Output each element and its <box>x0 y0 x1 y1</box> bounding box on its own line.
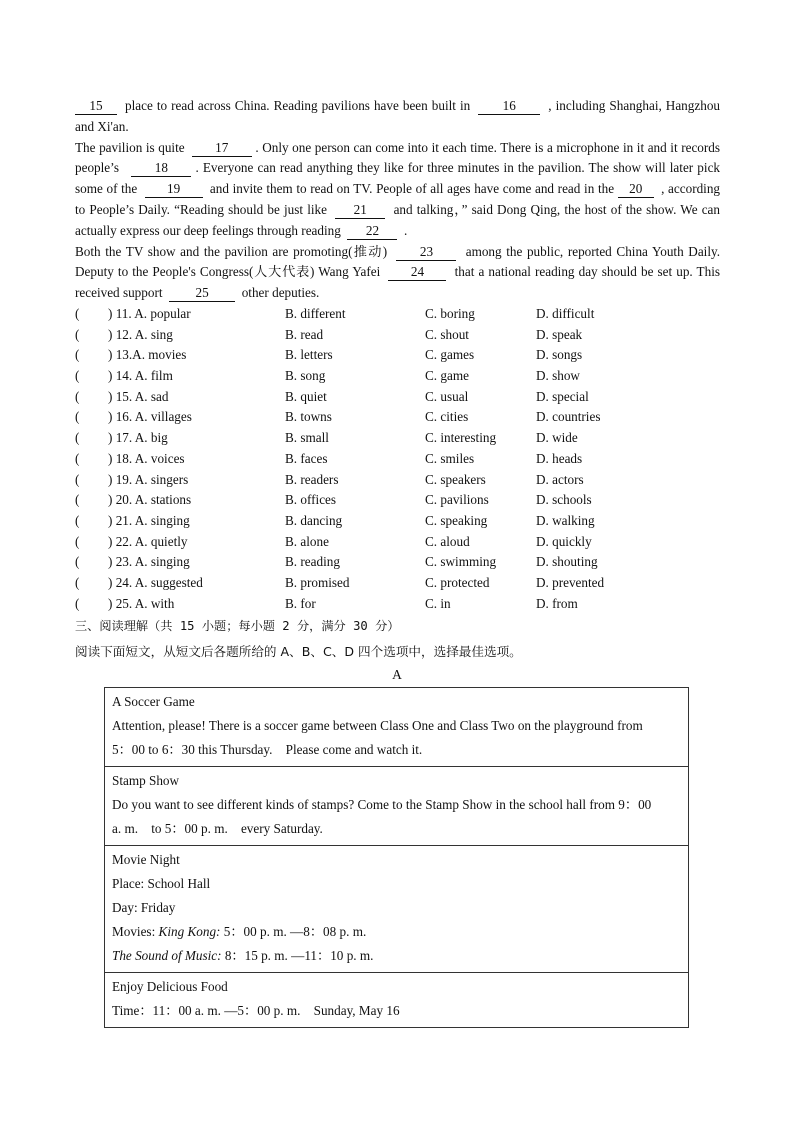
passage-text: among the public, reported China Youth Daily. Deputy to the People's Congress(人大代表) Wang Yafei <box>75 243 721 280</box>
option-row-22 <box>75 532 720 553</box>
blank-18: 18 <box>131 160 191 177</box>
option-row-20 <box>75 490 720 511</box>
option-c: C. in <box>425 595 451 611</box>
answer-bracket[interactable]: ( <box>75 595 80 611</box>
option-c: C. shout <box>425 326 469 342</box>
option-b: B. towns <box>285 409 332 425</box>
notice-title: Enjoy Delicious Food <box>112 979 228 994</box>
blank-25: 25 <box>169 285 235 302</box>
passage-text: other deputies. <box>241 285 320 301</box>
option-d: D. heads <box>536 450 583 466</box>
option-a: ) 25. A. with <box>108 595 175 611</box>
blank-16: 16 <box>478 98 540 115</box>
answer-bracket[interactable]: ( <box>75 533 80 549</box>
option-b: B. promised <box>285 574 350 590</box>
notice-stamp <box>105 767 689 846</box>
passage-paragraph-1 <box>75 96 720 138</box>
movie-time: 8：15 p. m. —11：10 p. m. <box>224 948 374 963</box>
option-row-16 <box>75 407 720 428</box>
notice-title: A Soccer Game <box>112 694 195 709</box>
movie-title: King Kong: <box>158 924 221 939</box>
option-a: ) 16. A. villages <box>108 409 192 425</box>
option-row-11 <box>75 304 720 325</box>
option-d: D. wide <box>536 430 578 446</box>
answer-bracket[interactable]: ( <box>75 306 80 321</box>
option-row-18 <box>75 449 720 470</box>
answer-bracket[interactable]: ( <box>75 574 80 590</box>
passage-text: Both the TV show and the pavilion are promoting(推动) <box>75 243 388 259</box>
blank-20: 20 <box>618 181 654 198</box>
option-d: D. countries <box>536 409 601 425</box>
notice-text: Attention, please! There is a soccer game between Class One and Class Two on the playground from <box>112 718 643 733</box>
option-d: D. schools <box>536 492 592 508</box>
answer-bracket[interactable]: ( <box>75 347 80 363</box>
option-a: ) 17. A. big <box>108 430 168 446</box>
section-3-heading: 三、阅读理解（共 15 小题；每小题 2 分，满分 30 分） <box>75 619 400 633</box>
option-d: D. speak <box>536 326 583 342</box>
notice-title: Stamp Show <box>112 773 180 788</box>
option-c: C. games <box>425 347 475 363</box>
option-b: B. dancing <box>285 512 343 528</box>
option-row-17 <box>75 428 720 449</box>
notice-food <box>105 973 689 1028</box>
option-a: ) 23. A. singing <box>108 554 190 570</box>
passage-text: . <box>404 222 408 238</box>
option-d: D. prevented <box>536 574 605 590</box>
option-a: ) 24. A. suggested <box>108 574 203 590</box>
notice-soccer <box>105 688 689 767</box>
option-row-13 <box>75 345 720 366</box>
option-d: D. actors <box>536 471 584 487</box>
section-3-instruction: 阅读下面短文，从短文后各题所给的 A、B、C、D 四个选项中，选择最佳选项。 <box>75 644 522 659</box>
passage-text: , according to People’s Daily. “Reading should be just like <box>75 181 721 217</box>
answer-bracket[interactable]: ( <box>75 368 80 384</box>
option-b: B. readers <box>285 471 339 487</box>
option-row-23 <box>75 552 720 573</box>
answer-bracket[interactable]: ( <box>75 388 80 404</box>
passage-text: The pavilion is quite <box>75 139 185 155</box>
passage-paragraph-2 <box>75 138 720 242</box>
option-a: ) 19. A. singers <box>108 471 189 487</box>
option-d: D. quickly <box>536 533 592 549</box>
notice-time: Time：11：00 a. m. —5：00 p. m. Sunday, May 16 <box>112 1003 400 1018</box>
notice-title: Movie Night <box>112 852 180 867</box>
blank-22: 22 <box>347 223 397 240</box>
option-a: ) 14. A. film <box>108 368 173 384</box>
notice-movie-2 <box>112 944 682 968</box>
notice-cell <box>105 973 689 1028</box>
option-row-14 <box>75 366 720 387</box>
option-a: ) 22. A. quietly <box>108 533 188 549</box>
passage-text: place to read across China. Reading pavilions have been built in <box>125 98 471 113</box>
option-c: C. speakers <box>425 471 486 487</box>
notice-movie <box>105 846 689 973</box>
movies-label: Movies: <box>112 924 156 939</box>
part-a-label: A <box>392 667 402 682</box>
option-c: C. swimming <box>425 554 497 570</box>
option-b: B. small <box>285 430 329 446</box>
answer-bracket[interactable]: ( <box>75 326 80 342</box>
answer-bracket[interactable]: ( <box>75 512 80 528</box>
answer-bracket[interactable]: ( <box>75 450 80 466</box>
passage-text: and invite them to read on TV. People of all ages have come and read in the <box>209 181 615 197</box>
option-b: B. different <box>285 306 346 321</box>
option-d: D. special <box>536 388 589 404</box>
option-a: ) 20. A. stations <box>108 492 192 508</box>
option-a: ) 11. A. popular <box>108 306 191 321</box>
answer-bracket[interactable]: ( <box>75 471 80 487</box>
option-a: ) 12. A. sing <box>108 326 173 342</box>
option-b: B. quiet <box>285 388 327 404</box>
option-b: B. letters <box>285 347 333 363</box>
option-b: B. read <box>285 326 324 342</box>
notice-text: 5：00 to 6：30 this Thursday. Please come and watch it. <box>112 742 423 757</box>
answer-bracket[interactable]: ( <box>75 430 80 446</box>
option-c: C. aloud <box>425 533 470 549</box>
blank-15: 15 <box>75 98 117 115</box>
passage-text: that a national reading day should be set up. This received support <box>75 264 721 301</box>
option-a: ) 18. A. voices <box>108 450 185 466</box>
movie-title: The Sound of Music: <box>112 948 222 963</box>
option-d: D. shouting <box>536 554 598 570</box>
notices-table <box>104 687 689 1028</box>
answer-bracket[interactable]: ( <box>75 554 80 570</box>
answer-bracket[interactable]: ( <box>75 492 80 508</box>
option-c: C. protected <box>425 574 490 590</box>
notice-place: Place: School Hall <box>112 876 211 891</box>
cloze-passage <box>75 96 720 304</box>
option-row-15 <box>75 387 720 408</box>
passage-text: , including Shanghai, Hangzhou and Xi'an. <box>75 98 721 134</box>
option-a: ) 21. A. singing <box>108 512 190 528</box>
option-c: C. game <box>425 368 469 384</box>
notice-cell <box>105 846 689 973</box>
passage-text: and talking，” said Dong Qing, the host of the show. We can actually express our deep feelings through reading <box>75 201 720 238</box>
blank-19: 19 <box>145 181 203 198</box>
option-row-19 <box>75 470 720 491</box>
option-d: D. walking <box>536 512 595 528</box>
blank-24: 24 <box>388 264 446 281</box>
notice-text: a. m. to 5：00 p. m. every Saturday. <box>112 821 323 836</box>
option-d: D. show <box>536 368 580 384</box>
passage-paragraph-3 <box>75 242 720 304</box>
option-d: D. from <box>536 595 578 611</box>
option-row-21 <box>75 511 720 532</box>
blank-21: 21 <box>335 202 385 219</box>
option-d: D. difficult <box>536 306 595 321</box>
option-a: ) 15. A. sad <box>108 388 169 404</box>
option-b: B. for <box>285 595 316 611</box>
movie-time: 5：00 p. m. —8：08 p. m. <box>223 924 367 939</box>
option-row-12 <box>75 325 720 346</box>
option-c: C. usual <box>425 388 469 404</box>
notice-text: Do you want to see different kinds of stamps? Come to the Stamp Show in the school hall from 9：00 <box>112 797 652 812</box>
blank-23: 23 <box>396 244 456 261</box>
option-c: C. speaking <box>425 512 488 528</box>
option-c: C. pavilions <box>425 492 489 508</box>
answer-bracket[interactable]: ( <box>75 409 80 425</box>
option-row-25 <box>75 594 720 615</box>
option-c: C. boring <box>425 306 475 321</box>
option-b: B. alone <box>285 533 329 549</box>
option-d: D. songs <box>536 347 583 363</box>
option-b: B. faces <box>285 450 328 466</box>
option-c: C. smiles <box>425 450 475 466</box>
option-b: B. offices <box>285 492 337 508</box>
option-c: C. cities <box>425 409 469 425</box>
passage-text: . Everyone can read anything they like for three minutes in the pavilion. The show will later pick some of the <box>75 160 721 197</box>
passage-text: . Only one person can come into it each time. There is a microphone in it and it records people’s <box>75 139 721 176</box>
option-a: ) 13.A. movies <box>108 347 187 363</box>
notice-movie-1 <box>112 920 682 944</box>
notice-day: Day: Friday <box>112 900 176 915</box>
option-row-24 <box>75 573 720 594</box>
notice-cell <box>105 767 689 846</box>
option-b: B. reading <box>285 554 340 570</box>
blank-17: 17 <box>192 140 252 157</box>
options-list <box>75 304 720 614</box>
notice-cell <box>105 688 689 767</box>
option-c: C. interesting <box>425 430 497 446</box>
option-b: B. song <box>285 368 326 384</box>
